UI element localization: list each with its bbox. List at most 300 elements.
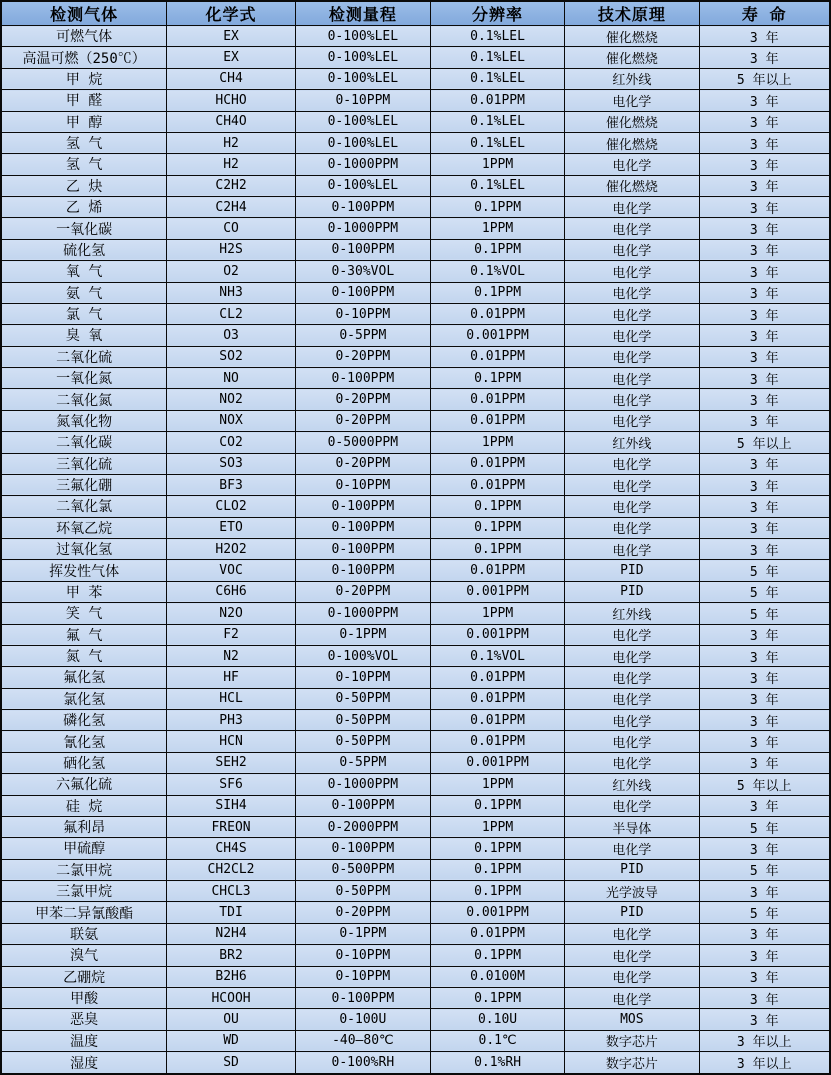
table-header	[1, 1, 830, 26]
cell-life: 3 年	[699, 474, 830, 495]
table-row	[1, 346, 830, 367]
cell-formula: F2	[167, 624, 295, 645]
cell-resolution: 0.01PPM	[430, 303, 564, 324]
cell-life: 3 年	[699, 688, 830, 709]
cell-range: 0-100PPM	[295, 838, 430, 859]
cell-gas: 乙硼烷	[1, 966, 167, 987]
cell-life: 5 年	[699, 859, 830, 880]
cell-resolution: 0.1PPM	[430, 197, 564, 218]
table-row	[1, 667, 830, 688]
cell-principle: 电化学	[565, 539, 699, 560]
cell-gas: 氮氧化物	[1, 410, 167, 431]
table-row	[1, 752, 830, 773]
cell-principle: PID	[565, 859, 699, 880]
column-header-life: 寿 命	[699, 1, 830, 26]
cell-formula: NH3	[167, 282, 295, 303]
cell-formula: EX	[167, 26, 295, 47]
cell-gas: 氟利昂	[1, 816, 167, 837]
cell-life: 3 年	[699, 132, 830, 153]
cell-resolution: 0.01PPM	[430, 389, 564, 410]
cell-range: 0-20PPM	[295, 346, 430, 367]
table-row	[1, 432, 830, 453]
cell-gas: 二氧化碳	[1, 432, 167, 453]
cell-life: 3 年	[699, 218, 830, 239]
cell-gas: 高温可燃（250℃）	[1, 47, 167, 68]
cell-resolution: 0.1%RH	[430, 1052, 564, 1075]
cell-formula: SD	[167, 1052, 295, 1075]
cell-principle: 电化学	[565, 688, 699, 709]
cell-gas: 氟化氢	[1, 667, 167, 688]
cell-formula: HCL	[167, 688, 295, 709]
cell-gas: 二氧化氮	[1, 389, 167, 410]
cell-life: 3 年	[699, 945, 830, 966]
cell-range: 0-1000PPM	[295, 154, 430, 175]
cell-formula: CLO2	[167, 496, 295, 517]
cell-formula: HCHO	[167, 90, 295, 111]
cell-life: 3 年	[699, 731, 830, 752]
cell-resolution: 0.1%LEL	[430, 132, 564, 153]
cell-formula: B2H6	[167, 966, 295, 987]
cell-principle: 催化燃烧	[565, 175, 699, 196]
cell-gas: 氨 气	[1, 282, 167, 303]
cell-formula: EX	[167, 47, 295, 68]
cell-range: 0-1000PPM	[295, 603, 430, 624]
cell-principle: 电化学	[565, 923, 699, 944]
cell-life: 3 年	[699, 710, 830, 731]
cell-formula: SF6	[167, 774, 295, 795]
table-row	[1, 539, 830, 560]
cell-range: 0-500PPM	[295, 859, 430, 880]
cell-life: 5 年以上	[699, 432, 830, 453]
cell-principle: 电化学	[565, 667, 699, 688]
cell-resolution: 0.1PPM	[430, 945, 564, 966]
cell-range: 0-1000PPM	[295, 218, 430, 239]
cell-gas: 挥发性气体	[1, 560, 167, 581]
cell-principle: 半导体	[565, 816, 699, 837]
cell-formula: SO2	[167, 346, 295, 367]
table-row	[1, 859, 830, 880]
cell-gas: 二氧化氯	[1, 496, 167, 517]
cell-life: 3 年	[699, 47, 830, 68]
cell-principle: 红外线	[565, 432, 699, 453]
cell-resolution: 1PPM	[430, 603, 564, 624]
cell-gas: 联氨	[1, 923, 167, 944]
cell-formula: OU	[167, 1009, 295, 1030]
cell-gas: 一氧化碳	[1, 218, 167, 239]
cell-resolution: 0.01PPM	[430, 453, 564, 474]
cell-gas: 氟 气	[1, 624, 167, 645]
cell-gas: 甲 醇	[1, 111, 167, 132]
cell-resolution: 0.01PPM	[430, 923, 564, 944]
cell-principle: 电化学	[565, 731, 699, 752]
cell-formula: NO	[167, 368, 295, 389]
table-body	[1, 26, 830, 1075]
cell-resolution: 0.001PPM	[430, 624, 564, 645]
cell-range: 0-100%LEL	[295, 68, 430, 89]
cell-resolution: 0.1%LEL	[430, 26, 564, 47]
cell-range: 0-100%RH	[295, 1052, 430, 1075]
cell-formula: CO2	[167, 432, 295, 453]
cell-principle: 红外线	[565, 68, 699, 89]
cell-resolution: 0.01PPM	[430, 474, 564, 495]
cell-range: 0-20PPM	[295, 902, 430, 923]
cell-resolution: 1PPM	[430, 154, 564, 175]
cell-gas: 过氧化氢	[1, 539, 167, 560]
table-row	[1, 881, 830, 902]
cell-range: 0-100%LEL	[295, 26, 430, 47]
cell-gas: 乙 烯	[1, 197, 167, 218]
cell-resolution: 0.01PPM	[430, 710, 564, 731]
cell-formula: HF	[167, 667, 295, 688]
table-row	[1, 624, 830, 645]
cell-principle: 电化学	[565, 154, 699, 175]
cell-range: 0-100PPM	[295, 539, 430, 560]
cell-range: 0-50PPM	[295, 881, 430, 902]
cell-range: 0-100%LEL	[295, 47, 430, 68]
cell-principle: 电化学	[565, 389, 699, 410]
cell-formula: VOC	[167, 560, 295, 581]
cell-life: 3 年	[699, 624, 830, 645]
cell-principle: 电化学	[565, 346, 699, 367]
cell-life: 3 年	[699, 645, 830, 666]
table-row	[1, 90, 830, 111]
cell-formula: C2H4	[167, 197, 295, 218]
cell-gas: 甲酸	[1, 987, 167, 1008]
cell-range: 0-20PPM	[295, 389, 430, 410]
cell-life: 3 年	[699, 923, 830, 944]
cell-principle: 催化燃烧	[565, 26, 699, 47]
cell-range: 0-50PPM	[295, 710, 430, 731]
cell-formula: CH4O	[167, 111, 295, 132]
cell-resolution: 0.1%LEL	[430, 47, 564, 68]
cell-principle: 数字芯片	[565, 1052, 699, 1075]
table-row	[1, 282, 830, 303]
cell-life: 3 年	[699, 496, 830, 517]
cell-principle: 电化学	[565, 945, 699, 966]
cell-life: 3 年	[699, 346, 830, 367]
cell-range: 0-10PPM	[295, 667, 430, 688]
cell-life: 3 年	[699, 453, 830, 474]
cell-gas: 臭 氧	[1, 325, 167, 346]
cell-principle: 电化学	[565, 239, 699, 260]
cell-range: 0-100PPM	[295, 795, 430, 816]
cell-formula: CO	[167, 218, 295, 239]
cell-gas: 硫化氢	[1, 239, 167, 260]
cell-life: 5 年	[699, 560, 830, 581]
table-row	[1, 239, 830, 260]
cell-principle: 电化学	[565, 474, 699, 495]
cell-resolution: 0.1PPM	[430, 496, 564, 517]
cell-life: 3 年	[699, 239, 830, 260]
cell-principle: 电化学	[565, 303, 699, 324]
cell-range: 0-30%VOL	[295, 261, 430, 282]
table-row	[1, 111, 830, 132]
cell-range: 0-10PPM	[295, 966, 430, 987]
cell-gas: 环氧乙烷	[1, 517, 167, 538]
cell-life: 5 年	[699, 902, 830, 923]
cell-resolution: 1PPM	[430, 218, 564, 239]
cell-formula: ETO	[167, 517, 295, 538]
cell-formula: CHCL3	[167, 881, 295, 902]
cell-principle: PID	[565, 560, 699, 581]
cell-principle: 电化学	[565, 517, 699, 538]
table-row	[1, 389, 830, 410]
cell-gas: 二氧化硫	[1, 346, 167, 367]
cell-range: 0-100PPM	[295, 239, 430, 260]
cell-range: 0-5000PPM	[295, 432, 430, 453]
cell-principle: PID	[565, 581, 699, 602]
table-row	[1, 132, 830, 153]
table-row	[1, 261, 830, 282]
cell-range: 0-100PPM	[295, 987, 430, 1008]
cell-principle: 电化学	[565, 282, 699, 303]
table-row	[1, 218, 830, 239]
cell-principle: 电化学	[565, 710, 699, 731]
cell-principle: 电化学	[565, 218, 699, 239]
cell-formula: O2	[167, 261, 295, 282]
table-row	[1, 645, 830, 666]
cell-principle: 电化学	[565, 838, 699, 859]
cell-range: 0-1PPM	[295, 624, 430, 645]
cell-gas: 笑 气	[1, 603, 167, 624]
cell-formula: HCOOH	[167, 987, 295, 1008]
cell-range: 0-100PPM	[295, 560, 430, 581]
cell-gas: 氢 气	[1, 154, 167, 175]
cell-resolution: 0.01PPM	[430, 688, 564, 709]
cell-range: 0-100PPM	[295, 496, 430, 517]
cell-principle: 电化学	[565, 795, 699, 816]
cell-life: 3 年	[699, 325, 830, 346]
cell-resolution: 0.01PPM	[430, 90, 564, 111]
table-row	[1, 47, 830, 68]
cell-formula: BR2	[167, 945, 295, 966]
cell-gas: 氯 气	[1, 303, 167, 324]
table-row	[1, 987, 830, 1008]
cell-formula: CH4S	[167, 838, 295, 859]
cell-gas: 一氧化氮	[1, 368, 167, 389]
cell-life: 3 年	[699, 1009, 830, 1030]
cell-principle: 电化学	[565, 987, 699, 1008]
cell-life: 3 年	[699, 966, 830, 987]
cell-resolution: 0.1PPM	[430, 539, 564, 560]
cell-resolution: 0.1%LEL	[430, 175, 564, 196]
cell-range: 0-2000PPM	[295, 816, 430, 837]
cell-resolution: 0.0100M	[430, 966, 564, 987]
cell-gas: 三氧化硫	[1, 453, 167, 474]
cell-life: 5 年	[699, 816, 830, 837]
cell-gas: 氮 气	[1, 645, 167, 666]
cell-principle: 电化学	[565, 453, 699, 474]
table-row	[1, 816, 830, 837]
table-row	[1, 303, 830, 324]
table-row	[1, 496, 830, 517]
cell-life: 3 年	[699, 90, 830, 111]
cell-principle: 电化学	[565, 752, 699, 773]
cell-gas: 二氯甲烷	[1, 859, 167, 880]
cell-range: 0-50PPM	[295, 688, 430, 709]
table-row	[1, 368, 830, 389]
table-row	[1, 197, 830, 218]
cell-resolution: 0.1%LEL	[430, 111, 564, 132]
table-row	[1, 966, 830, 987]
cell-principle: 电化学	[565, 261, 699, 282]
table-row	[1, 1009, 830, 1030]
cell-resolution: 1PPM	[430, 432, 564, 453]
cell-principle: 电化学	[565, 368, 699, 389]
cell-gas: 甲硫醇	[1, 838, 167, 859]
cell-gas: 氯化氢	[1, 688, 167, 709]
cell-range: 0-100PPM	[295, 368, 430, 389]
cell-resolution: 0.1PPM	[430, 838, 564, 859]
cell-life: 3 年	[699, 282, 830, 303]
cell-life: 3 年以上	[699, 1030, 830, 1051]
cell-resolution: 0.01PPM	[430, 346, 564, 367]
cell-resolution: 0.01PPM	[430, 410, 564, 431]
cell-formula: SIH4	[167, 795, 295, 816]
cell-range: 0-10PPM	[295, 474, 430, 495]
column-header-principle: 技术原理	[565, 1, 699, 26]
column-header-gas: 检测气体	[1, 1, 167, 26]
cell-gas: 硒化氢	[1, 752, 167, 773]
cell-life: 3 年	[699, 154, 830, 175]
cell-formula: C2H2	[167, 175, 295, 196]
cell-resolution: 1PPM	[430, 774, 564, 795]
table-row	[1, 795, 830, 816]
cell-range: 0-100PPM	[295, 197, 430, 218]
cell-life: 3 年	[699, 838, 830, 859]
table-row	[1, 325, 830, 346]
cell-resolution: 0.01PPM	[430, 667, 564, 688]
table-row	[1, 688, 830, 709]
cell-range: 0-10PPM	[295, 90, 430, 111]
cell-principle: 数字芯片	[565, 1030, 699, 1051]
cell-principle: 电化学	[565, 966, 699, 987]
table-row	[1, 603, 830, 624]
cell-resolution: 1PPM	[430, 816, 564, 837]
cell-resolution: 0.1PPM	[430, 517, 564, 538]
table-row	[1, 175, 830, 196]
cell-resolution: 0.1PPM	[430, 239, 564, 260]
cell-range: 0-100%LEL	[295, 111, 430, 132]
cell-principle: 电化学	[565, 325, 699, 346]
cell-range: 0-10PPM	[295, 303, 430, 324]
cell-formula: H2O2	[167, 539, 295, 560]
table-row	[1, 710, 830, 731]
cell-formula: BF3	[167, 474, 295, 495]
cell-principle: 电化学	[565, 645, 699, 666]
cell-principle: 催化燃烧	[565, 132, 699, 153]
cell-principle: PID	[565, 902, 699, 923]
cell-gas: 氰化氢	[1, 731, 167, 752]
cell-life: 5 年	[699, 581, 830, 602]
cell-life: 3 年	[699, 303, 830, 324]
cell-principle: 红外线	[565, 603, 699, 624]
cell-range: 0-100PPM	[295, 517, 430, 538]
cell-range: 0-1000PPM	[295, 774, 430, 795]
table-row	[1, 1030, 830, 1051]
column-header-resolution: 分辨率	[430, 1, 564, 26]
table-row	[1, 453, 830, 474]
cell-life: 3 年	[699, 795, 830, 816]
cell-gas: 恶臭	[1, 1009, 167, 1030]
cell-formula: H2S	[167, 239, 295, 260]
cell-life: 3 年	[699, 881, 830, 902]
cell-formula: N2O	[167, 603, 295, 624]
header-row	[1, 1, 830, 26]
cell-formula: SO3	[167, 453, 295, 474]
cell-formula: WD	[167, 1030, 295, 1051]
table-row	[1, 474, 830, 495]
cell-formula: N2	[167, 645, 295, 666]
table-row	[1, 517, 830, 538]
cell-life: 3 年	[699, 517, 830, 538]
cell-resolution: 0.001PPM	[430, 325, 564, 346]
table-row	[1, 774, 830, 795]
cell-life: 3 年	[699, 752, 830, 773]
cell-principle: 电化学	[565, 496, 699, 517]
cell-range: 0-100%VOL	[295, 645, 430, 666]
cell-resolution: 0.1PPM	[430, 795, 564, 816]
table-row	[1, 945, 830, 966]
cell-gas: 硅 烷	[1, 795, 167, 816]
cell-life: 3 年	[699, 368, 830, 389]
column-header-formula: 化学式	[167, 1, 295, 26]
cell-life: 3 年	[699, 667, 830, 688]
cell-gas: 氢 气	[1, 132, 167, 153]
table-row	[1, 560, 830, 581]
cell-formula: NO2	[167, 389, 295, 410]
table-row	[1, 1052, 830, 1075]
cell-principle: 电化学	[565, 90, 699, 111]
cell-life: 3 年	[699, 175, 830, 196]
cell-gas: 湿度	[1, 1052, 167, 1075]
cell-resolution: 0.1%LEL	[430, 68, 564, 89]
cell-life: 3 年	[699, 197, 830, 218]
cell-life: 3 年	[699, 539, 830, 560]
table-row	[1, 68, 830, 89]
cell-resolution: 0.1PPM	[430, 881, 564, 902]
cell-resolution: 0.1℃	[430, 1030, 564, 1051]
cell-formula: TDI	[167, 902, 295, 923]
cell-range: 0-100%LEL	[295, 175, 430, 196]
table-row	[1, 902, 830, 923]
cell-life: 5 年	[699, 603, 830, 624]
cell-resolution: 0.1PPM	[430, 282, 564, 303]
cell-resolution: 0.1PPM	[430, 859, 564, 880]
cell-gas: 三氟化硼	[1, 474, 167, 495]
cell-formula: CH2CL2	[167, 859, 295, 880]
cell-formula: PH3	[167, 710, 295, 731]
cell-resolution: 0.1%VOL	[430, 261, 564, 282]
cell-resolution: 0.1%VOL	[430, 645, 564, 666]
cell-gas: 氧 气	[1, 261, 167, 282]
cell-formula: CH4	[167, 68, 295, 89]
cell-resolution: 0.01PPM	[430, 560, 564, 581]
table-row	[1, 581, 830, 602]
cell-gas: 甲 醛	[1, 90, 167, 111]
cell-range: 0-10PPM	[295, 945, 430, 966]
cell-gas: 磷化氢	[1, 710, 167, 731]
column-header-range: 检测量程	[295, 1, 430, 26]
cell-gas: 甲苯二异氰酸酯	[1, 902, 167, 923]
cell-formula: H2	[167, 154, 295, 175]
cell-resolution: 0.01PPM	[430, 731, 564, 752]
cell-life: 3 年	[699, 111, 830, 132]
table-row	[1, 410, 830, 431]
cell-resolution: 0.1PPM	[430, 987, 564, 1008]
cell-range: 0-5PPM	[295, 325, 430, 346]
cell-gas: 甲 烷	[1, 68, 167, 89]
